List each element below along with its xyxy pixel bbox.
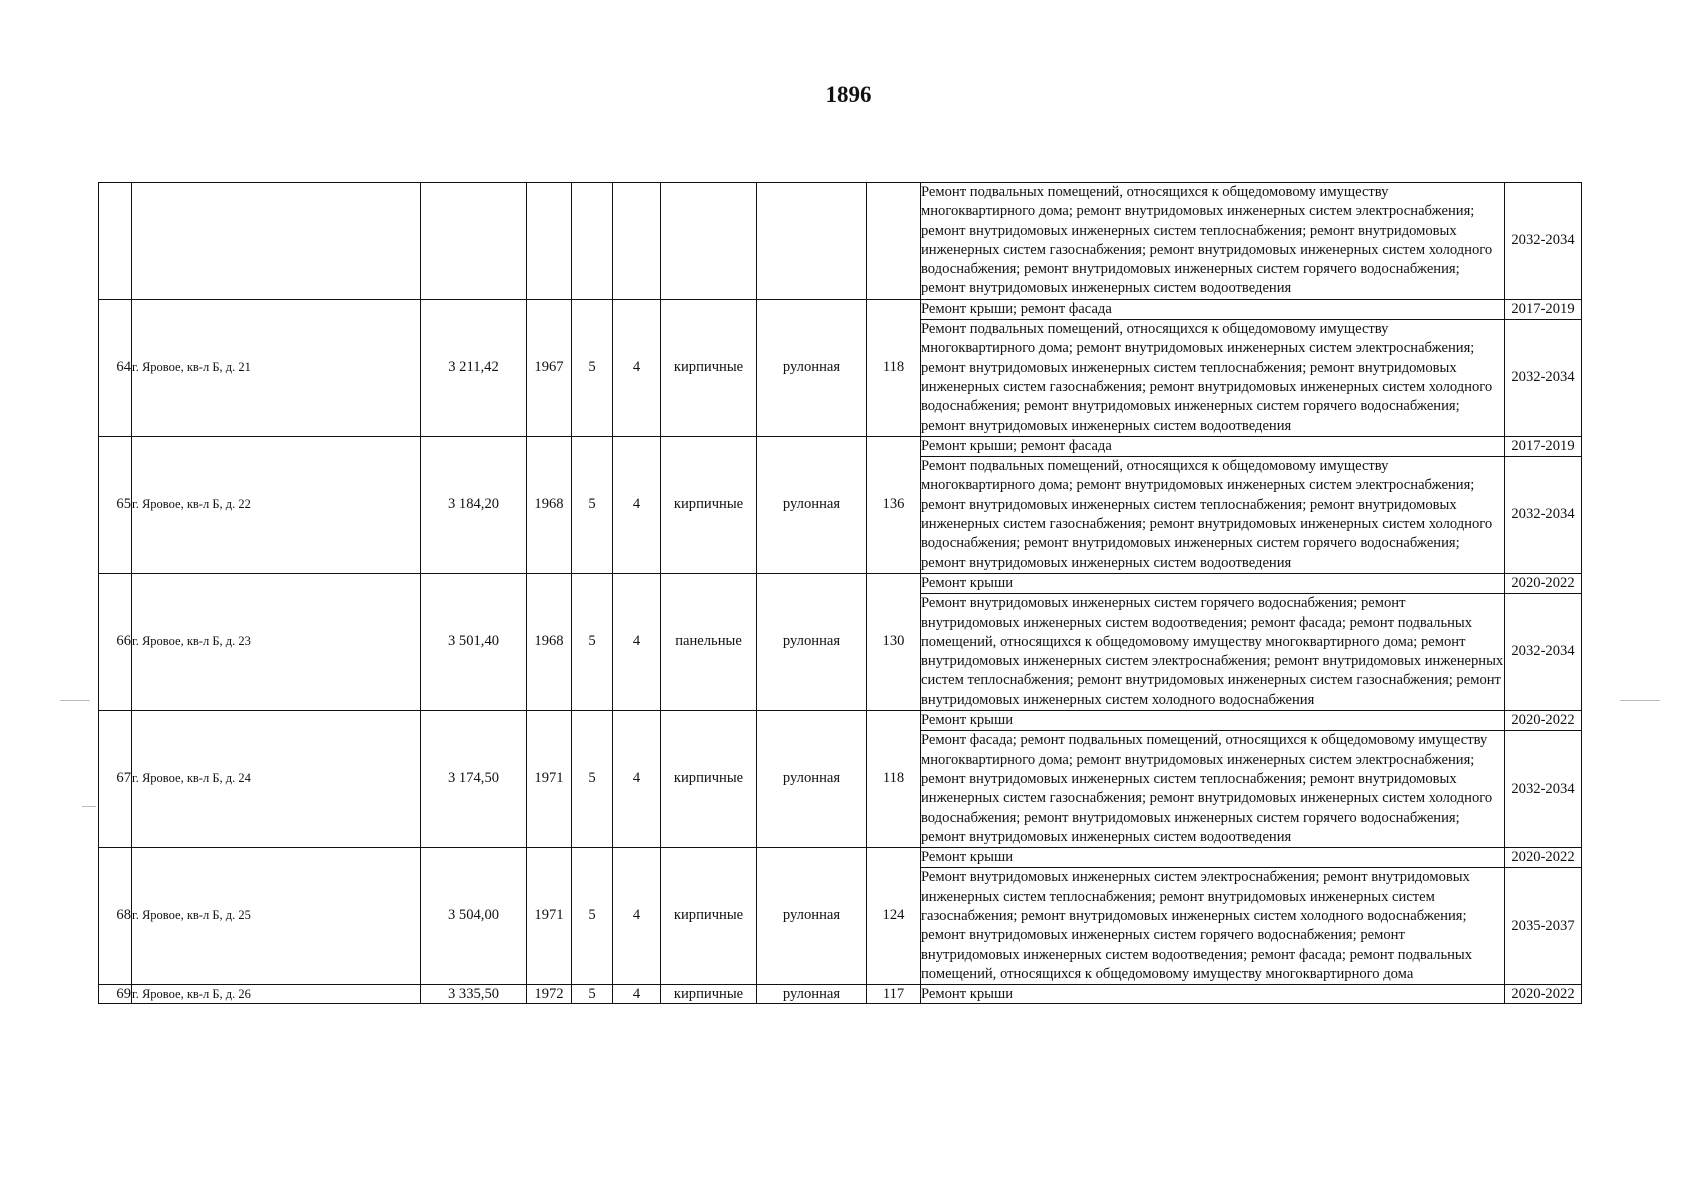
wall-material: кирпичные bbox=[661, 848, 757, 985]
work-description: Ремонт крыши bbox=[921, 711, 1505, 731]
roof-type: рулонная bbox=[757, 711, 867, 848]
roof-type: рулонная bbox=[757, 848, 867, 985]
flats-count: 136 bbox=[867, 436, 921, 573]
flats-count: 124 bbox=[867, 848, 921, 985]
work-period: 2020-2022 bbox=[1505, 573, 1582, 593]
floors: 5 bbox=[572, 299, 613, 436]
scan-smudge-right bbox=[1620, 700, 1660, 701]
total-area: 3 184,20 bbox=[421, 436, 527, 573]
work-period: 2032-2034 bbox=[1505, 731, 1582, 848]
table-row bbox=[99, 848, 1582, 868]
total-area: 3 504,00 bbox=[421, 848, 527, 985]
work-description: Ремонт крыши; ремонт фасада bbox=[921, 299, 1505, 319]
floors: 5 bbox=[572, 848, 613, 985]
entrances: 4 bbox=[613, 299, 661, 436]
flats-count: 117 bbox=[867, 985, 921, 1004]
floors: 5 bbox=[572, 436, 613, 573]
address: г. Яровое, кв-л Б, д. 22 bbox=[132, 436, 421, 573]
work-description: Ремонт внутридомовых инженерных систем горячего водоснабжения; ремонт внутридомовых инженерных систем водоотведения; ремонт фасада; ремонт подвальных помещений, относящихся к общедомовому имуществу многоквартирного дома; ремонт внутридомовых инженерных систем электроснабжения; ремонт внутридомовых инженерных систем теплоснабжения; ремонт внутридомовых инженерных систем газоснабжения; ремонт внутридомовых инженерных систем холодного водоснабжения bbox=[921, 594, 1505, 711]
entrances: 4 bbox=[613, 848, 661, 985]
row-number: 68 bbox=[99, 848, 132, 985]
work-period: 2020-2022 bbox=[1505, 711, 1582, 731]
address: г. Яровое, кв-л Б, д. 25 bbox=[132, 848, 421, 985]
repair-schedule-table bbox=[98, 182, 1582, 1004]
entrances: 4 bbox=[613, 436, 661, 573]
address: г. Яровое, кв-л Б, д. 26 bbox=[132, 985, 421, 1004]
work-description: Ремонт крыши; ремонт фасада bbox=[921, 436, 1505, 456]
row-number: 69 bbox=[99, 985, 132, 1004]
work-period: 2032-2034 bbox=[1505, 183, 1582, 300]
address: г. Яровое, кв-л Б, д. 24 bbox=[132, 711, 421, 848]
work-period: 2017-2019 bbox=[1505, 436, 1582, 456]
table-body bbox=[99, 183, 1582, 1004]
table-row-carryover bbox=[99, 183, 1582, 300]
total-area: 3 501,40 bbox=[421, 573, 527, 710]
work-description: Ремонт подвальных помещений, относящихся к общедомовому имуществу многоквартирного дома; ремонт внутридомовых инженерных систем электроснабжения; ремонт внутридомовых инженерных систем теплоснабжения; ремонт внутридомовых инженерных систем газоснабжения; ремонт внутридомовых инженерных систем холодного водоснабжения; ремонт внутридомовых инженерных систем горячего водоснабжения; ремонт внутридомовых инженерных систем водоотведения bbox=[921, 320, 1505, 437]
total-area: 3 211,42 bbox=[421, 299, 527, 436]
work-period: 2035-2037 bbox=[1505, 868, 1582, 985]
work-period: 2020-2022 bbox=[1505, 985, 1582, 1004]
wall-material: кирпичные bbox=[661, 299, 757, 436]
work-description: Ремонт крыши bbox=[921, 985, 1505, 1004]
roof-type: рулонная bbox=[757, 573, 867, 710]
entrances: 4 bbox=[613, 985, 661, 1004]
floors: 5 bbox=[572, 985, 613, 1004]
address: г. Яровое, кв-л Б, д. 23 bbox=[132, 573, 421, 710]
work-period: 2032-2034 bbox=[1505, 320, 1582, 437]
row-number: 64 bbox=[99, 299, 132, 436]
work-period: 2017-2019 bbox=[1505, 299, 1582, 319]
work-period: 2032-2034 bbox=[1505, 594, 1582, 711]
table-row bbox=[99, 299, 1582, 319]
work-description: Ремонт внутридомовых инженерных систем электроснабжения; ремонт внутридомовых инженерных систем теплоснабжения; ремонт внутридомовых инженерных систем газоснабжения; ремонт внутридомовых инженерных систем холодного водоснабжения; ремонт внутридомовых инженерных систем горячего водоснабжения; ремонт внутридомовых инженерных систем водоотведения; ремонт фасада; ремонт подвальных помещений, относящихся к общедомовому имуществу многоквартирного дома bbox=[921, 868, 1505, 985]
wall-material: кирпичные bbox=[661, 985, 757, 1004]
work-description: Ремонт крыши bbox=[921, 848, 1505, 868]
build-year: 1967 bbox=[527, 299, 572, 436]
page-number: 1896 bbox=[825, 82, 872, 107]
work-period: 2020-2022 bbox=[1505, 848, 1582, 868]
wall-material: панельные bbox=[661, 573, 757, 710]
flats-count: 118 bbox=[867, 299, 921, 436]
scan-smudge-left bbox=[60, 700, 90, 701]
build-year: 1972 bbox=[527, 985, 572, 1004]
work-description: Ремонт крыши bbox=[921, 573, 1505, 593]
floors: 5 bbox=[572, 711, 613, 848]
flats-count: 130 bbox=[867, 573, 921, 710]
work-description: Ремонт подвальных помещений, относящихся к общедомовому имуществу многоквартирного дома; ремонт внутридомовых инженерных систем электроснабжения; ремонт внутридомовых инженерных систем теплоснабжения; ремонт внутридомовых инженерных систем газоснабжения; ремонт внутридомовых инженерных систем холодного водоснабжения; ремонт внутридомовых инженерных систем горячего водоснабжения; ремонт внутридомовых инженерных систем водоотведения bbox=[921, 183, 1505, 300]
address: г. Яровое, кв-л Б, д. 21 bbox=[132, 299, 421, 436]
row-number: 66 bbox=[99, 573, 132, 710]
entrances: 4 bbox=[613, 573, 661, 710]
roof-type: рулонная bbox=[757, 299, 867, 436]
build-year: 1968 bbox=[527, 436, 572, 573]
build-year: 1971 bbox=[527, 711, 572, 848]
work-period: 2032-2034 bbox=[1505, 457, 1582, 574]
roof-type: рулонная bbox=[757, 985, 867, 1004]
total-area: 3 335,50 bbox=[421, 985, 527, 1004]
scan-smudge-left-lower bbox=[82, 806, 96, 807]
row-number: 67 bbox=[99, 711, 132, 848]
floors: 5 bbox=[572, 573, 613, 710]
table-row bbox=[99, 436, 1582, 456]
row-number: 65 bbox=[99, 436, 132, 573]
wall-material: кирпичные bbox=[661, 436, 757, 573]
entrances: 4 bbox=[613, 711, 661, 848]
work-description: Ремонт фасада; ремонт подвальных помещений, относящихся к общедомовому имуществу многоквартирного дома; ремонт внутридомовых инженерных систем электроснабжения; ремонт внутридомовых инженерных систем теплоснабжения; ремонт внутридомовых инженерных систем газоснабжения; ремонт внутридомовых инженерных систем холодного водоснабжения; ремонт внутридомовых инженерных систем горячего водоснабжения; ремонт внутридомовых инженерных систем водоотведения bbox=[921, 731, 1505, 848]
table-row bbox=[99, 985, 1582, 1004]
flats-count: 118 bbox=[867, 711, 921, 848]
table-row bbox=[99, 711, 1582, 731]
roof-type: рулонная bbox=[757, 436, 867, 573]
build-year: 1971 bbox=[527, 848, 572, 985]
work-description: Ремонт подвальных помещений, относящихся к общедомовому имуществу многоквартирного дома; ремонт внутридомовых инженерных систем электроснабжения; ремонт внутридомовых инженерных систем теплоснабжения; ремонт внутридомовых инженерных систем газоснабжения; ремонт внутридомовых инженерных систем холодного водоснабжения; ремонт внутридомовых инженерных систем горячего водоснабжения; ремонт внутридомовых инженерных систем водоотведения bbox=[921, 457, 1505, 574]
wall-material: кирпичные bbox=[661, 711, 757, 848]
total-area: 3 174,50 bbox=[421, 711, 527, 848]
build-year: 1968 bbox=[527, 573, 572, 710]
table-row bbox=[99, 573, 1582, 593]
